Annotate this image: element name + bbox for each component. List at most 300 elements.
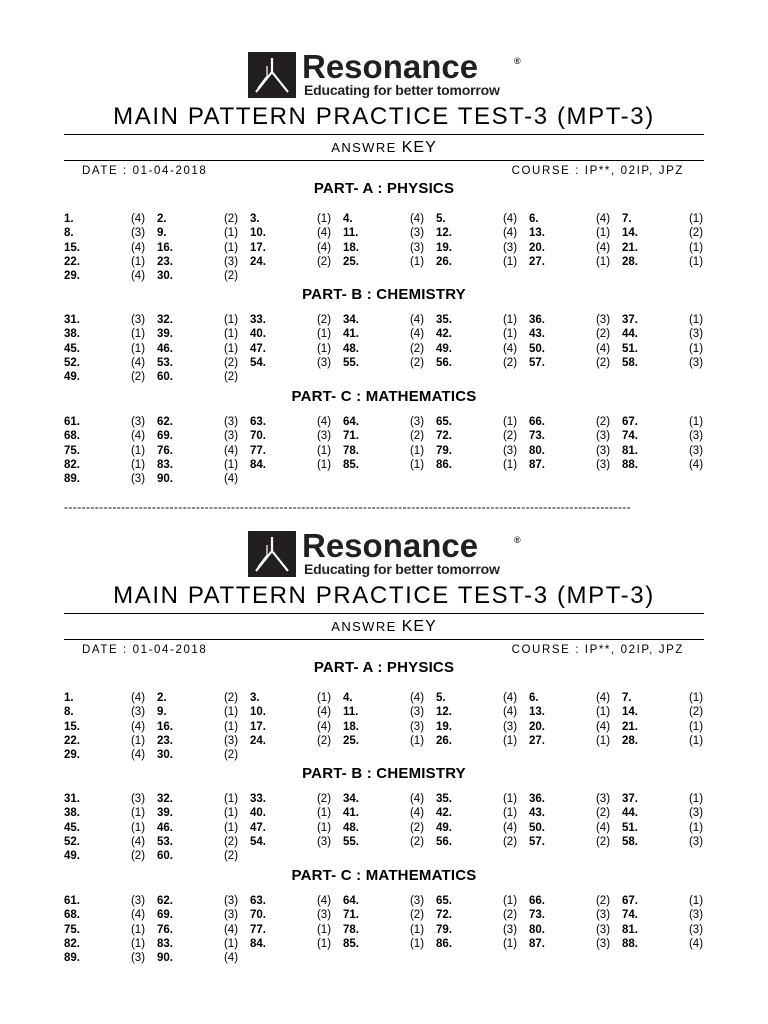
- question-number: 78.: [343, 924, 359, 936]
- question-number: 84.: [250, 459, 266, 471]
- question-number: 12.: [436, 706, 452, 718]
- question-number: 3.: [250, 692, 260, 704]
- question-number: 13.: [529, 706, 545, 718]
- answer-option: (4): [409, 793, 425, 805]
- question-number: 51.: [622, 343, 638, 355]
- answer-option: (1): [409, 735, 425, 747]
- answer-option: (3): [688, 328, 704, 340]
- question-number: 56.: [436, 357, 452, 369]
- page-title: MAIN PATTERN PRACTICE TEST-3 (MPT-3): [113, 103, 655, 130]
- question-number: 48.: [343, 822, 359, 834]
- question-number: 62.: [157, 416, 173, 428]
- answer-option: (1): [223, 242, 239, 254]
- question-number: 16.: [157, 721, 173, 733]
- question-number: 66.: [529, 895, 545, 907]
- answer-option: (1): [316, 692, 332, 704]
- subtitle-key: KEY: [401, 139, 437, 156]
- answer-option: (1): [316, 938, 332, 950]
- answer-option: (1): [409, 924, 425, 936]
- answer-option: (4): [409, 213, 425, 225]
- answer-option: (1): [130, 924, 146, 936]
- answer-option: (4): [409, 328, 425, 340]
- question-number: 39.: [157, 328, 173, 340]
- question-number: 24.: [250, 256, 266, 268]
- answer-option: (1): [502, 314, 518, 326]
- answer-option: (4): [595, 692, 611, 704]
- question-number: 58.: [622, 836, 638, 848]
- answer-option: (1): [409, 445, 425, 457]
- question-number: 46.: [157, 343, 173, 355]
- answer-option: (1): [595, 735, 611, 747]
- question-number: 28.: [622, 256, 638, 268]
- question-number: 6.: [529, 692, 539, 704]
- answer-option: (2): [595, 357, 611, 369]
- question-number: 69.: [157, 909, 173, 921]
- answer-option: (1): [502, 256, 518, 268]
- answer-option: (3): [688, 909, 704, 921]
- answer-option: (3): [130, 895, 146, 907]
- answer-option: (1): [223, 807, 239, 819]
- question-number: 79.: [436, 445, 452, 457]
- question-number: 41.: [343, 807, 359, 819]
- answer-option: (4): [223, 445, 239, 457]
- question-number: 5.: [436, 213, 446, 225]
- answer-option: (2): [223, 692, 239, 704]
- question-number: 72.: [436, 909, 452, 921]
- question-number: 61.: [64, 895, 80, 907]
- question-number: 37.: [622, 793, 638, 805]
- answer-option: (1): [502, 735, 518, 747]
- answer-option: (1): [502, 459, 518, 471]
- question-number: 20.: [529, 721, 545, 733]
- question-number: 53.: [157, 836, 173, 848]
- answer-option: (1): [223, 314, 239, 326]
- answer-option: (3): [223, 895, 239, 907]
- answer-option: (2): [409, 343, 425, 355]
- answer-option: (3): [409, 242, 425, 254]
- question-number: 68.: [64, 909, 80, 921]
- question-number: 44.: [622, 328, 638, 340]
- cut-line: ---------------------------------------------------------------------------------------------------------------------------------: [64, 500, 632, 514]
- question-number: 29.: [64, 749, 80, 761]
- answer-option: (1): [688, 692, 704, 704]
- logo-wordmark: Resonance: [302, 527, 479, 564]
- question-number: 23.: [157, 735, 173, 747]
- answer-option: (3): [688, 807, 704, 819]
- question-number: 88.: [622, 459, 638, 471]
- question-number: 34.: [343, 314, 359, 326]
- answer-option: (1): [130, 256, 146, 268]
- question-number: 45.: [64, 343, 80, 355]
- answer-option: (4): [130, 721, 146, 733]
- answer-option: (3): [130, 314, 146, 326]
- part-heading: PART- A : PHYSICS: [313, 180, 455, 197]
- question-number: 66.: [529, 416, 545, 428]
- question-number: 22.: [64, 735, 80, 747]
- question-number: 32.: [157, 793, 173, 805]
- answer-option: (4): [502, 822, 518, 834]
- question-number: 8.: [64, 706, 74, 718]
- question-number: 80.: [529, 924, 545, 936]
- answer-option: (3): [409, 416, 425, 428]
- answer-option: (2): [316, 314, 332, 326]
- question-number: 70.: [250, 909, 266, 921]
- answer-option: (2): [223, 850, 239, 862]
- question-number: 46.: [157, 822, 173, 834]
- answer-option: (1): [316, 343, 332, 355]
- question-number: 90.: [157, 473, 173, 485]
- answer-option: (2): [409, 357, 425, 369]
- question-number: 39.: [157, 807, 173, 819]
- answer-option: (1): [688, 314, 704, 326]
- question-number: 25.: [343, 256, 359, 268]
- question-number: 85.: [343, 459, 359, 471]
- part-heading: PART- C : MATHEMATICS: [291, 867, 477, 884]
- answer-option: (4): [130, 909, 146, 921]
- question-number: 14.: [622, 227, 638, 239]
- question-number: 50.: [529, 822, 545, 834]
- subtitle: [0, 617, 768, 637]
- answer-option: (2): [409, 430, 425, 442]
- answer-option: (2): [502, 357, 518, 369]
- answer-option: (1): [316, 822, 332, 834]
- subtitle-prefix: ANSWRE: [331, 619, 397, 634]
- answer-option: (4): [688, 938, 704, 950]
- answer-option: (1): [502, 793, 518, 805]
- question-number: 47.: [250, 822, 266, 834]
- question-number: 83.: [157, 938, 173, 950]
- part-heading: PART- B : CHEMISTRY: [302, 765, 466, 782]
- answer-option: (1): [223, 459, 239, 471]
- registered-mark: ®: [514, 535, 521, 545]
- question-number: 69.: [157, 430, 173, 442]
- question-number: 18.: [343, 721, 359, 733]
- logo-wordmark: Resonance: [302, 48, 479, 85]
- answer-option: (3): [409, 227, 425, 239]
- registered-mark: ®: [514, 56, 521, 66]
- question-number: 75.: [64, 924, 80, 936]
- question-number: 36.: [529, 314, 545, 326]
- question-number: 77.: [250, 924, 266, 936]
- answer-option: (3): [409, 721, 425, 733]
- answer-option: (4): [316, 706, 332, 718]
- question-number: 24.: [250, 735, 266, 747]
- answer-option: (1): [316, 445, 332, 457]
- answer-option: (4): [502, 343, 518, 355]
- question-number: 1.: [64, 692, 74, 704]
- question-number: 81.: [622, 445, 638, 457]
- question-number: 11.: [343, 706, 359, 718]
- question-number: 57.: [529, 836, 545, 848]
- answer-option: (3): [595, 314, 611, 326]
- question-number: 56.: [436, 836, 452, 848]
- answer-option: (4): [502, 706, 518, 718]
- question-number: 43.: [529, 328, 545, 340]
- question-number: 26.: [436, 256, 452, 268]
- question-number: 8.: [64, 227, 74, 239]
- answer-option: (1): [409, 938, 425, 950]
- answer-option: (3): [595, 909, 611, 921]
- question-number: 79.: [436, 924, 452, 936]
- question-number: 51.: [622, 822, 638, 834]
- answer-option: (4): [130, 430, 146, 442]
- question-number: 74.: [622, 909, 638, 921]
- answer-option: (1): [223, 343, 239, 355]
- answer-option: (3): [688, 836, 704, 848]
- question-number: 20.: [529, 242, 545, 254]
- question-number: 74.: [622, 430, 638, 442]
- answer-option: (3): [223, 735, 239, 747]
- answer-option: (3): [595, 793, 611, 805]
- question-number: 49.: [436, 343, 452, 355]
- question-number: 28.: [622, 735, 638, 747]
- answer-option: (1): [223, 793, 239, 805]
- question-number: 89.: [64, 952, 80, 964]
- question-number: 82.: [64, 938, 80, 950]
- answer-option: (4): [595, 213, 611, 225]
- answer-option: (4): [502, 692, 518, 704]
- question-number: 70.: [250, 430, 266, 442]
- answer-option: (2): [223, 270, 239, 282]
- logo-tagline: Educating for better tomorrow: [304, 561, 500, 577]
- divider: [64, 160, 704, 161]
- question-number: 27.: [529, 735, 545, 747]
- answer-option: (1): [595, 256, 611, 268]
- question-number: 6.: [529, 213, 539, 225]
- question-number: 58.: [622, 357, 638, 369]
- answer-option: (2): [502, 836, 518, 848]
- question-number: 45.: [64, 822, 80, 834]
- answer-option: (3): [502, 721, 518, 733]
- answer-option: (3): [409, 895, 425, 907]
- answer-option: (3): [223, 430, 239, 442]
- question-number: 40.: [250, 328, 266, 340]
- question-number: 64.: [343, 416, 359, 428]
- answer-option: (4): [316, 895, 332, 907]
- question-number: 15.: [64, 721, 80, 733]
- question-number: 23.: [157, 256, 173, 268]
- question-number: 76.: [157, 445, 173, 457]
- question-number: 55.: [343, 357, 359, 369]
- answer-option: (1): [130, 459, 146, 471]
- answer-option: (4): [223, 924, 239, 936]
- answer-option: (2): [409, 822, 425, 834]
- answer-option: (4): [130, 270, 146, 282]
- question-number: 78.: [343, 445, 359, 457]
- question-number: 33.: [250, 314, 266, 326]
- answer-option: (3): [316, 836, 332, 848]
- question-number: 27.: [529, 256, 545, 268]
- part-heading: PART- C : MATHEMATICS: [291, 388, 477, 405]
- answer-option: (2): [595, 807, 611, 819]
- question-number: 9.: [157, 227, 167, 239]
- question-number: 64.: [343, 895, 359, 907]
- question-number: 83.: [157, 459, 173, 471]
- answer-option: (1): [130, 822, 146, 834]
- question-number: 29.: [64, 270, 80, 282]
- question-number: 17.: [250, 242, 266, 254]
- answer-option: (4): [130, 357, 146, 369]
- answer-option: (1): [688, 822, 704, 834]
- question-number: 17.: [250, 721, 266, 733]
- question-number: 30.: [157, 749, 173, 761]
- answer-option: (4): [595, 343, 611, 355]
- question-number: 65.: [436, 416, 452, 428]
- answer-option: (1): [595, 227, 611, 239]
- answer-option: (3): [688, 924, 704, 936]
- question-number: 49.: [64, 850, 80, 862]
- question-number: 7.: [622, 213, 632, 225]
- answer-option: (3): [502, 242, 518, 254]
- question-number: 32.: [157, 314, 173, 326]
- subtitle: [0, 138, 768, 158]
- logo-mark-icon: [248, 531, 296, 577]
- question-number: 65.: [436, 895, 452, 907]
- answer-option: (4): [595, 822, 611, 834]
- question-number: 10.: [250, 706, 266, 718]
- answer-option: (4): [595, 721, 611, 733]
- question-number: 40.: [250, 807, 266, 819]
- question-number: 2.: [157, 213, 167, 225]
- question-number: 31.: [64, 314, 80, 326]
- answer-option: (1): [223, 706, 239, 718]
- question-number: 87.: [529, 938, 545, 950]
- answer-option: (3): [688, 445, 704, 457]
- answer-option: (4): [409, 692, 425, 704]
- answer-option: (1): [502, 938, 518, 950]
- answer-option: (3): [502, 445, 518, 457]
- answer-option: (1): [409, 256, 425, 268]
- question-number: 71.: [343, 430, 359, 442]
- question-number: 26.: [436, 735, 452, 747]
- answer-option: (3): [130, 416, 146, 428]
- answer-option: (1): [223, 938, 239, 950]
- question-number: 61.: [64, 416, 80, 428]
- answer-option: (3): [130, 952, 146, 964]
- answer-option: (1): [595, 706, 611, 718]
- answer-option: (1): [130, 735, 146, 747]
- question-number: 62.: [157, 895, 173, 907]
- answer-option: (2): [595, 328, 611, 340]
- question-number: 84.: [250, 938, 266, 950]
- answer-option: (3): [223, 256, 239, 268]
- course-info: COURSE : IP**, 02IP, JPZ: [511, 165, 684, 177]
- answer-option: (2): [223, 836, 239, 848]
- answer-option: (1): [688, 793, 704, 805]
- question-number: 37.: [622, 314, 638, 326]
- answer-option: (1): [130, 445, 146, 457]
- answer-option: (3): [409, 706, 425, 718]
- question-number: 31.: [64, 793, 80, 805]
- answer-option: (2): [316, 256, 332, 268]
- question-number: 19.: [436, 242, 452, 254]
- question-number: 82.: [64, 459, 80, 471]
- answer-option: (3): [595, 924, 611, 936]
- answer-option: (4): [316, 721, 332, 733]
- question-number: 4.: [343, 692, 353, 704]
- answer-option: (4): [130, 836, 146, 848]
- answer-option: (3): [595, 459, 611, 471]
- answer-option: (4): [316, 242, 332, 254]
- answer-option: (4): [223, 952, 239, 964]
- question-number: 15.: [64, 242, 80, 254]
- answer-option: (1): [502, 807, 518, 819]
- subtitle-key: KEY: [401, 618, 437, 635]
- question-number: 67.: [622, 895, 638, 907]
- question-number: 34.: [343, 793, 359, 805]
- answer-option: (1): [316, 328, 332, 340]
- question-number: 22.: [64, 256, 80, 268]
- answer-option: (2): [223, 749, 239, 761]
- question-number: 52.: [64, 357, 80, 369]
- question-number: 2.: [157, 692, 167, 704]
- answer-option: (2): [130, 371, 146, 383]
- question-number: 76.: [157, 924, 173, 936]
- part-heading: PART- A : PHYSICS: [313, 659, 455, 676]
- answer-option: (1): [688, 416, 704, 428]
- answer-option: (2): [595, 416, 611, 428]
- question-number: 38.: [64, 328, 80, 340]
- answer-option: (4): [595, 242, 611, 254]
- question-number: 72.: [436, 430, 452, 442]
- question-number: 30.: [157, 270, 173, 282]
- resonance-logo: [248, 527, 538, 577]
- answer-option: (2): [409, 909, 425, 921]
- answer-option: (3): [316, 430, 332, 442]
- answer-option: (1): [502, 895, 518, 907]
- question-number: 18.: [343, 242, 359, 254]
- answer-option: (1): [130, 938, 146, 950]
- question-number: 63.: [250, 416, 266, 428]
- answer-option: (2): [223, 357, 239, 369]
- question-number: 41.: [343, 328, 359, 340]
- answer-option: (1): [688, 242, 704, 254]
- question-number: 7.: [622, 692, 632, 704]
- question-number: 53.: [157, 357, 173, 369]
- answer-option: (2): [409, 836, 425, 848]
- question-number: 77.: [250, 445, 266, 457]
- question-number: 42.: [436, 328, 452, 340]
- answer-option: (4): [316, 416, 332, 428]
- answer-option: (2): [595, 836, 611, 848]
- question-number: 89.: [64, 473, 80, 485]
- question-number: 47.: [250, 343, 266, 355]
- answer-option: (3): [223, 416, 239, 428]
- answer-option: (1): [688, 256, 704, 268]
- answer-option: (3): [595, 445, 611, 457]
- question-number: 4.: [343, 213, 353, 225]
- resonance-logo: [248, 48, 538, 98]
- divider: [64, 639, 704, 640]
- question-number: 60.: [157, 850, 173, 862]
- answer-option: (2): [688, 227, 704, 239]
- question-number: 36.: [529, 793, 545, 805]
- question-number: 5.: [436, 692, 446, 704]
- question-number: 48.: [343, 343, 359, 355]
- question-number: 38.: [64, 807, 80, 819]
- answer-option: (4): [502, 213, 518, 225]
- answer-option: (1): [130, 328, 146, 340]
- question-number: 25.: [343, 735, 359, 747]
- question-number: 85.: [343, 938, 359, 950]
- question-number: 21.: [622, 721, 638, 733]
- answer-option: (1): [316, 213, 332, 225]
- question-number: 13.: [529, 227, 545, 239]
- question-number: 73.: [529, 430, 545, 442]
- question-number: 55.: [343, 836, 359, 848]
- subtitle-prefix: ANSWRE: [331, 140, 397, 155]
- question-number: 71.: [343, 909, 359, 921]
